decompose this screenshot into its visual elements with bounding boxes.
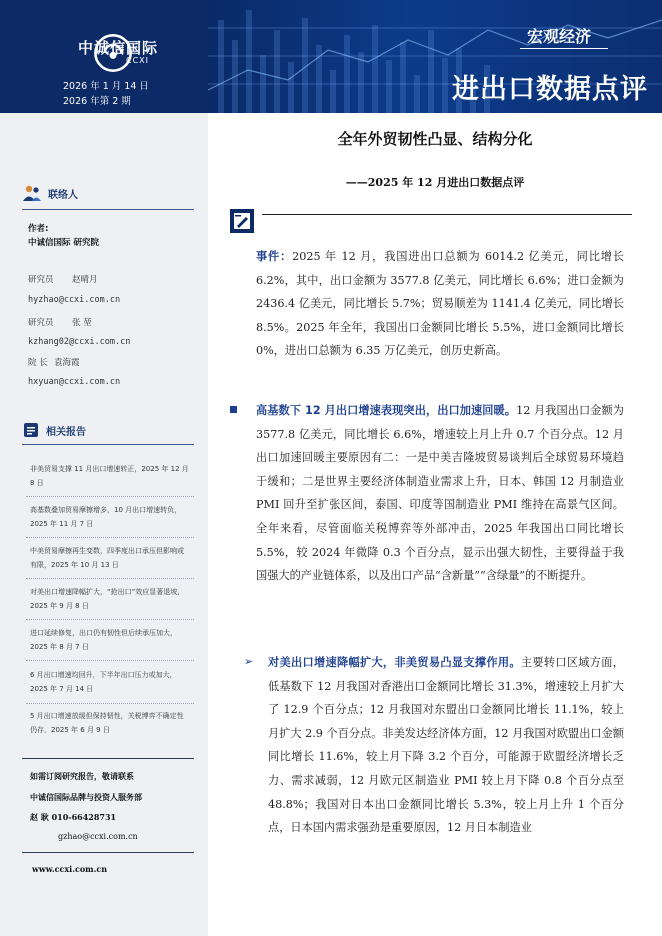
related-separator: [26, 660, 194, 661]
logo-sub: CCXI: [126, 56, 150, 65]
related-report-5[interactable]: 进口延续修复，出口仍有韧性但后续承压加大，2025 年 8 月 7 日: [30, 629, 177, 651]
subscribe-line-1: 如需订阅研究报告，敬请联系: [30, 771, 134, 781]
report-subtitle: ——2025 年 12 月进出口数据点评: [345, 176, 525, 189]
subscribe-divider: [22, 758, 194, 759]
related-report-2[interactable]: 高基数叠加贸易摩擦增多，10 月出口增速转负，2025 年 11 月 7 日: [30, 506, 182, 528]
related-separator: [26, 619, 194, 620]
related-report-6[interactable]: 6 月出口增速均回升，下半年出口压力或加大，2025 年 7 月 14 日: [30, 671, 177, 693]
category-underline: [520, 48, 608, 49]
researcher-3-name: 袁海霞: [54, 358, 80, 368]
related-heading: [22, 421, 86, 439]
arrow-bullet-icon: ➢: [244, 655, 254, 668]
report-issue: 2026 年第 2 期: [63, 96, 131, 107]
subscribe-contact: 赵 耿 010-66428731: [30, 812, 117, 822]
report-date: 2026 年 1 月 14 日: [63, 81, 149, 92]
point-1-label: 高基数下 12 月出口增速表现突出，出口加速回暖。: [256, 404, 517, 417]
related-heading-label: 相关报告: [46, 426, 86, 438]
report-title: 全年外贸韧性凸显、结构分化: [337, 130, 533, 148]
website-link[interactable]: www.ccxi.com.cn: [32, 864, 108, 874]
event-text: 2025 年 12 月，我国进出口总额为 6014.2 亿美元，同比增长 6.2%，其中，出口金额为 3577.8 亿美元，同比增长 6.6%；进口金额为 2436.4 亿美元，同比增长 5.7%；贸易顺差为 1141.4 亿美元，同比增长 8.5%。2025 年全年，我国出口金额同比增长 5.5%，进口金额同比增长 0%，进出口总额为 6.35 万亿美元，创历史新高。: [256, 250, 624, 358]
logo-text: 中诚信国际: [78, 39, 159, 57]
event-paragraph: [256, 245, 624, 363]
related-report-1[interactable]: 非美贸易支撑 11 月出口增速转正，2025 年 12 月 8 日: [30, 465, 189, 487]
website-divider: [22, 852, 194, 853]
point-2-label: 对美出口增速降幅扩大，非美贸易凸显支撑作用。: [268, 656, 521, 669]
contacts-heading-label: 联络人: [48, 189, 78, 201]
subscribe-line-2: 中诚信国际品牌与投资人服务部: [30, 792, 142, 802]
researcher-2-name: 张 堃: [72, 318, 92, 328]
related-report-4[interactable]: 对美出口增速降幅扩大，“抢出口”效应显著退坡，2025 年 9 月 8 日: [30, 588, 185, 610]
author-org: 中诚信国际 研究院: [28, 238, 99, 248]
related-separator: [26, 496, 194, 497]
event-label: 事件：: [256, 250, 293, 263]
researcher-1-email[interactable]: hyzhao@ccxi.com.cn: [28, 295, 121, 305]
square-bullet-icon: [230, 406, 237, 413]
researcher-1-name: 赵晴月: [72, 275, 98, 285]
researcher-3-title: 院 长: [28, 358, 48, 368]
researcher-1-title: 研究员: [28, 275, 54, 285]
section-rule: [262, 214, 632, 215]
point-2-text: 主要转口区域方面，低基数下 12 月我国对香港出口金额同比增长 31.3%，增速较上月扩大了 12.9 个百分点；12 月我国对东盟出口金额同比增长 11.1%，较上月扩大 2.9 个百分点。非美发达经济体方面，12 月我国对欧盟出口金额同比增长 11.6%，较上月下降 3.2 个百分，可能源于欧盟经济增长乏力、需求减弱，12 月欧元区制造业 PMI 较上月下降 0.8 个百分点至 48.8%；我国对日本出口金额同比增长 5.3%，较上月上升 1 个百分点，日本国内需求强劲是重要原因，12 月日本制造业: [268, 656, 624, 835]
related-separator: [26, 537, 194, 538]
report-header: [0, 0, 662, 113]
contacts-heading: [22, 184, 78, 202]
related-separator: [26, 578, 194, 579]
point-1-paragraph: [256, 399, 624, 588]
document-edit-icon: [229, 208, 257, 236]
report-list-icon: [22, 421, 40, 439]
point-1-text: 12 月我国出口金额为 3577.8 亿美元，同比增长 6.6%，增速较上月上升 0.7 个百分点。12 月出口加速回暖主要原因有二：一是中美吉隆坡贸易谈判后全球贸易环境趋于缓和；二是世界主要经济体制造业需求上升，日本、韩国 12 月制造业 PMI 回升至扩张区间，泰国、印度等国制造业 PMI 维持在高景气区间。全年来看，尽管面临关税博弈等外部冲击，2025 年我国出口同比增长 5.5%，较 2024 年微降 0.3 个百分点，显示出强大韧性，主要得益于我国强大的产业链体系，以及出口产品“含新量”“含绿量”的不断提升。: [256, 404, 624, 583]
subscribe-email[interactable]: gzhao@ccxi.com.cn: [58, 832, 138, 841]
related-divider: [22, 444, 194, 445]
people-icon: [22, 184, 42, 202]
report-type-title: 进出口数据点评: [452, 74, 648, 105]
researcher-3-email[interactable]: hxyuan@ccxi.com.cn: [28, 377, 121, 387]
researcher-2-title: 研究员: [28, 318, 54, 328]
researcher-2-email[interactable]: kzhang02@ccxi.com.cn: [28, 337, 131, 347]
related-separator: [26, 703, 194, 704]
author-label: 作者:: [28, 224, 49, 234]
report-category: 宏观经济: [527, 27, 592, 46]
contacts-divider: [22, 209, 194, 210]
related-report-7[interactable]: 5 月出口增速放缓但保持韧性，关税博弈不确定性仍存，2025 年 6 月 9 日: [30, 712, 184, 734]
point-2-paragraph: [268, 651, 624, 840]
related-report-3[interactable]: 中美贸易摩擦再生变数，四季度出口承压但影响或有限，2025 年 10 月 13 日: [30, 547, 184, 569]
